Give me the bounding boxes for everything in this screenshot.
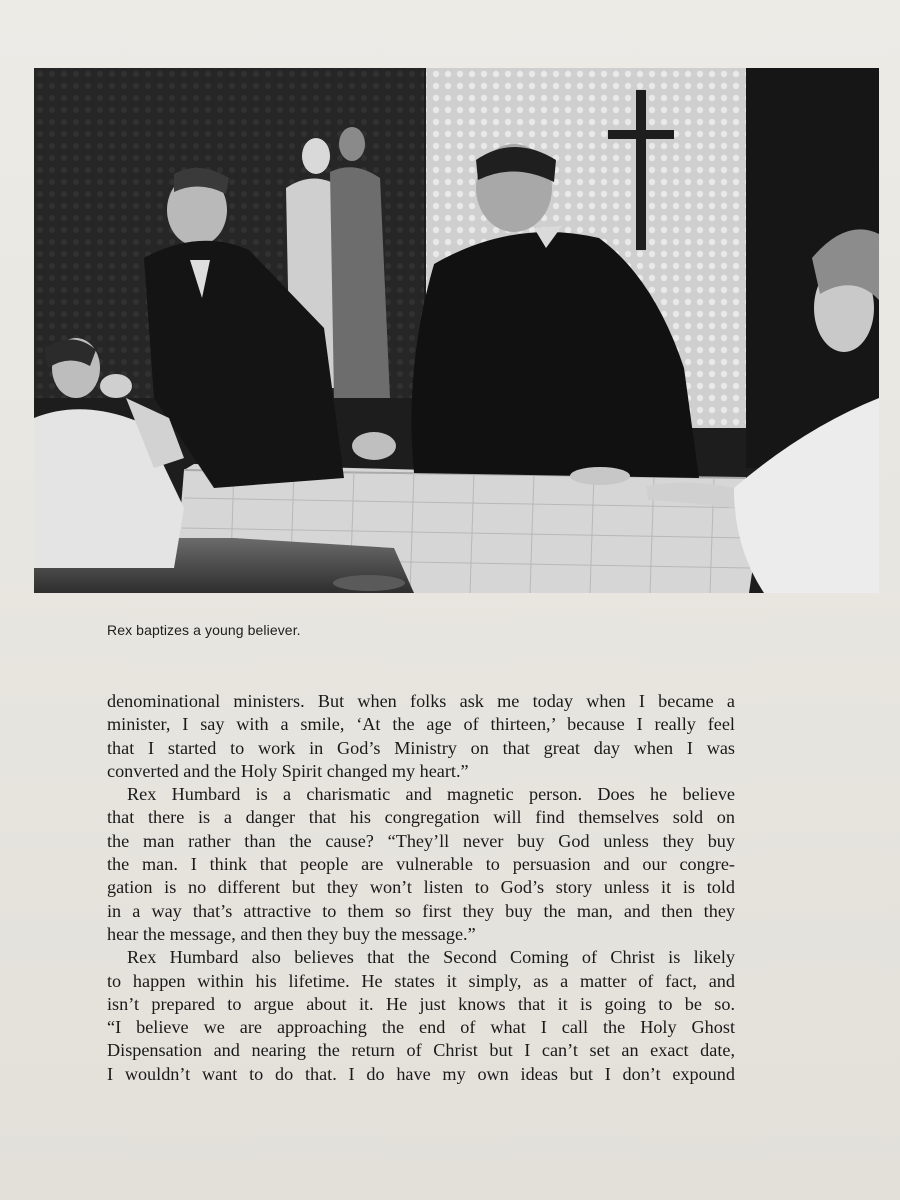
text-line: the man. I think that people are vulnerable to persuasion and our congre- (107, 854, 735, 875)
text-line: the man rather than the cause? “They’ll never buy God unless they buy (107, 830, 735, 851)
text-line: in a way that’s attractive to them so first they buy the man, and then they (107, 900, 735, 921)
photo-caption: Rex baptizes a young believer. (107, 622, 301, 638)
text-line: to happen within his lifetime. He states it simply, as a matter of fact, and (107, 970, 735, 991)
text-line: gation is no different but they won’t listen to God’s story unless it is told (107, 877, 735, 898)
text-line: I wouldn’t want to do that. I do have my own ideas but I don’t expound (107, 1063, 735, 1084)
paragraph-2 (107, 783, 735, 946)
article-body (107, 690, 735, 1086)
text-line: Dispensation and nearing the return of Christ but I can’t set an exact date, (107, 1040, 735, 1061)
text-line: “I believe we are approaching the end of what I call the Holy Ghost (107, 1017, 735, 1038)
text-line: Rex Humbard is a charismatic and magnetic person. Does he believe (127, 784, 735, 805)
paragraph-1 (107, 690, 735, 783)
text-line: that there is a danger that his congregation will find themselves sold on (107, 807, 735, 828)
baptism-photo-icon (34, 68, 879, 593)
text-line: minister, I say with a smile, ‘At the age of thirteen,’ because I really feel (107, 714, 735, 735)
baptism-photo (34, 68, 879, 593)
text-line: Rex Humbard also believes that the Second Coming of Christ is likely (127, 947, 735, 968)
text-line: denominational ministers. But when folks ask me today when I became a (107, 691, 735, 711)
paragraph-3 (107, 946, 735, 1086)
text-line: isn’t prepared to argue about it. He just knows that it is going to be so. (107, 993, 735, 1014)
text-line: hear the message, and then they buy the message.” (107, 923, 476, 944)
text-line: converted and the Holy Spirit changed my heart.” (107, 760, 469, 781)
text-line: that I started to work in God’s Ministry on that great day when I was (107, 737, 735, 758)
